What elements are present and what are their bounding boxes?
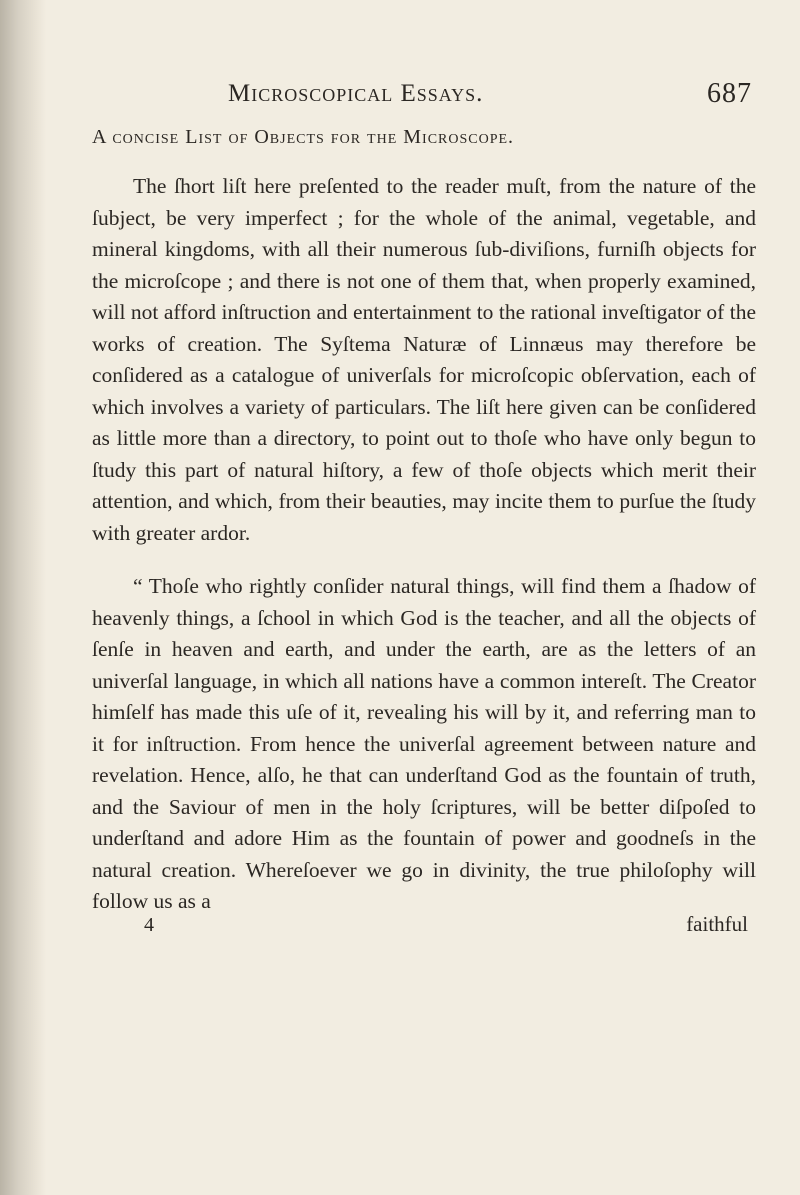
running-title: Microscopical Essays.: [228, 80, 484, 107]
signature-mark: 4: [144, 913, 154, 936]
section-title: A concise List of Objects for the Microscope.: [92, 126, 515, 148]
catchword: faithful: [686, 911, 748, 936]
page-gutter-shadow: [0, 0, 46, 1195]
book-page: [92, 74, 756, 948]
paragraph-intro: The ſhort liſt here preſented to the reader muſt, from the nature of the ſubject, be very imperfect ; for the whole of the animal, vegetable, and mineral kingdoms, with all their numerous ſub-diviſions, furniſh objects for the microſcope ; and there is not one of them that, when properly examined, will not afford inſtruction and entertainment to the rational inveſtigator of the works of creation. The Syſtema Naturæ of Linnæus may therefore be conſidered as a catalogue of univerſals for microſcopic obſervation, each of which involves a variety of particulars. The liſt here given can be conſidered as little more than a directory, to point out to thoſe who have only begun to ſtudy this part of natural hiſtory, a few of thoſe objects which merit their attention, and which, from their beauties, may incite them to purſue the ſtudy with greater ardor.: [92, 174, 756, 545]
page-number: 687: [707, 78, 752, 109]
page-footer: [92, 911, 756, 948]
running-head: [92, 74, 756, 114]
paragraph-quotation: “ Thoſe who rightly conſider natural things, will find them a ſhadow of heavenly things, a ſchool in which God is the teacher, and all the objects of ſenſe in heaven and earth, and under the earth, are as the letters of an univerſal language, in which all nations have a common intereſt. The Creator himſelf has made this uſe of it, revealing his will by it, and referring man to it for inſtruction. From hence the univerſal agreement between nature and revelation. Hence, alſo, he that can underſtand God as the fountain of truth, and the Saviour of men in the holy ſcriptures, will be better diſpoſed to underſtand and adore Him as the fountain of power and goodneſs in the natural creation. Whereſoever we go in divinity, the true philoſophy will follow us as a: [92, 574, 756, 913]
